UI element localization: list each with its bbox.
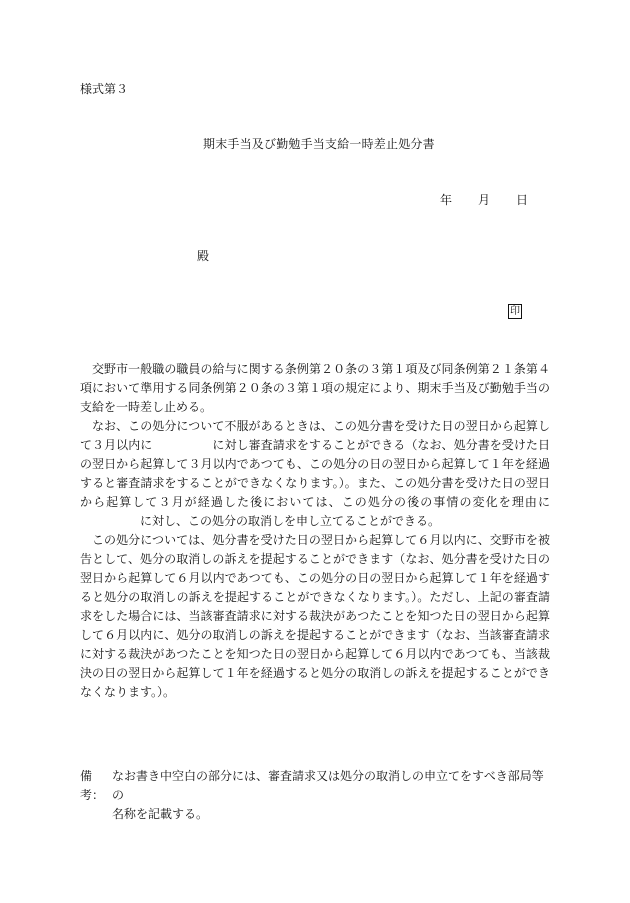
document-title: 期末手当及び勤勉手当支給一時差止処分書 [203, 137, 435, 151]
remarks-text-line-2: 名称を記載する。 [112, 807, 209, 821]
paragraph-2-part-a: なお、この処分について不服があるときは、この処分書を受けた日の翌日から起算して３月以内に [80, 419, 550, 452]
paragraph-2-part-c: に対し、この処分の取消しを申し立てることができる。 [140, 514, 441, 528]
form-number: 様式第３ [80, 82, 129, 96]
remarks-row [80, 767, 550, 805]
remarks-text-line-1: なお書き中空白の部分には、審査請求又は処分の取消しの申立てをすべき部局等の [112, 769, 544, 802]
addressee-suffix: 殿 [197, 249, 210, 263]
seal-mark: 印 [510, 306, 520, 317]
date-month-label: 月 [478, 193, 491, 207]
paragraph-3: この処分については、処分書を受けた日の翌日から起算して６月以内に、交野市を被告として、処分の取消しの訴えを提起することができます（なお、処分書を受けた日の翌日から起算して６月以内であつても、この処分の日の翌日から起算して１年を経過すると処分の取消しの訴えを提起することができなくなります。）。ただし、上記の審査請求をした場合には、当該審査請求に対する裁決があつたことを知つた日の翌日から起算して６月以内に、処分の取消しの訴えを提起することができます（なお、当該審査請求に対する裁決があつたことを知つた日の翌日から起算して６月以内であつても、当該裁決の日の翌日から起算して１年を経過すると処分の取消しの訴えを提起することができなくなります。）。 [80, 533, 550, 699]
date-day-label: 日 [516, 193, 529, 207]
remarks-label: 備考： [80, 769, 105, 802]
body-text [80, 360, 550, 702]
remarks [80, 767, 550, 824]
paragraph-2-part-b: に対し審査請求をすることができる（なお、処分書を受けた日の翌日から起算して３月以内であつても、この処分の日の翌日から起算して１年を経過すると審査請求をすることができなくなります。）。また、この処分書を受けた日の翌日から起算して３月が経過した後においては、この処分の後の事情の変化を理由に [80, 438, 550, 509]
paragraph-1: 交野市一般職の職員の給与に関する条例第２０条の３第１項及び同条例第２１条第４項において準用する同条例第２０条の３第１項の規定により、期末手当及び勤勉手当の支給を一時差し止める。 [80, 362, 550, 414]
paragraph-2 [80, 417, 550, 531]
date-line [440, 192, 528, 208]
date-year-label: 年 [440, 193, 453, 207]
